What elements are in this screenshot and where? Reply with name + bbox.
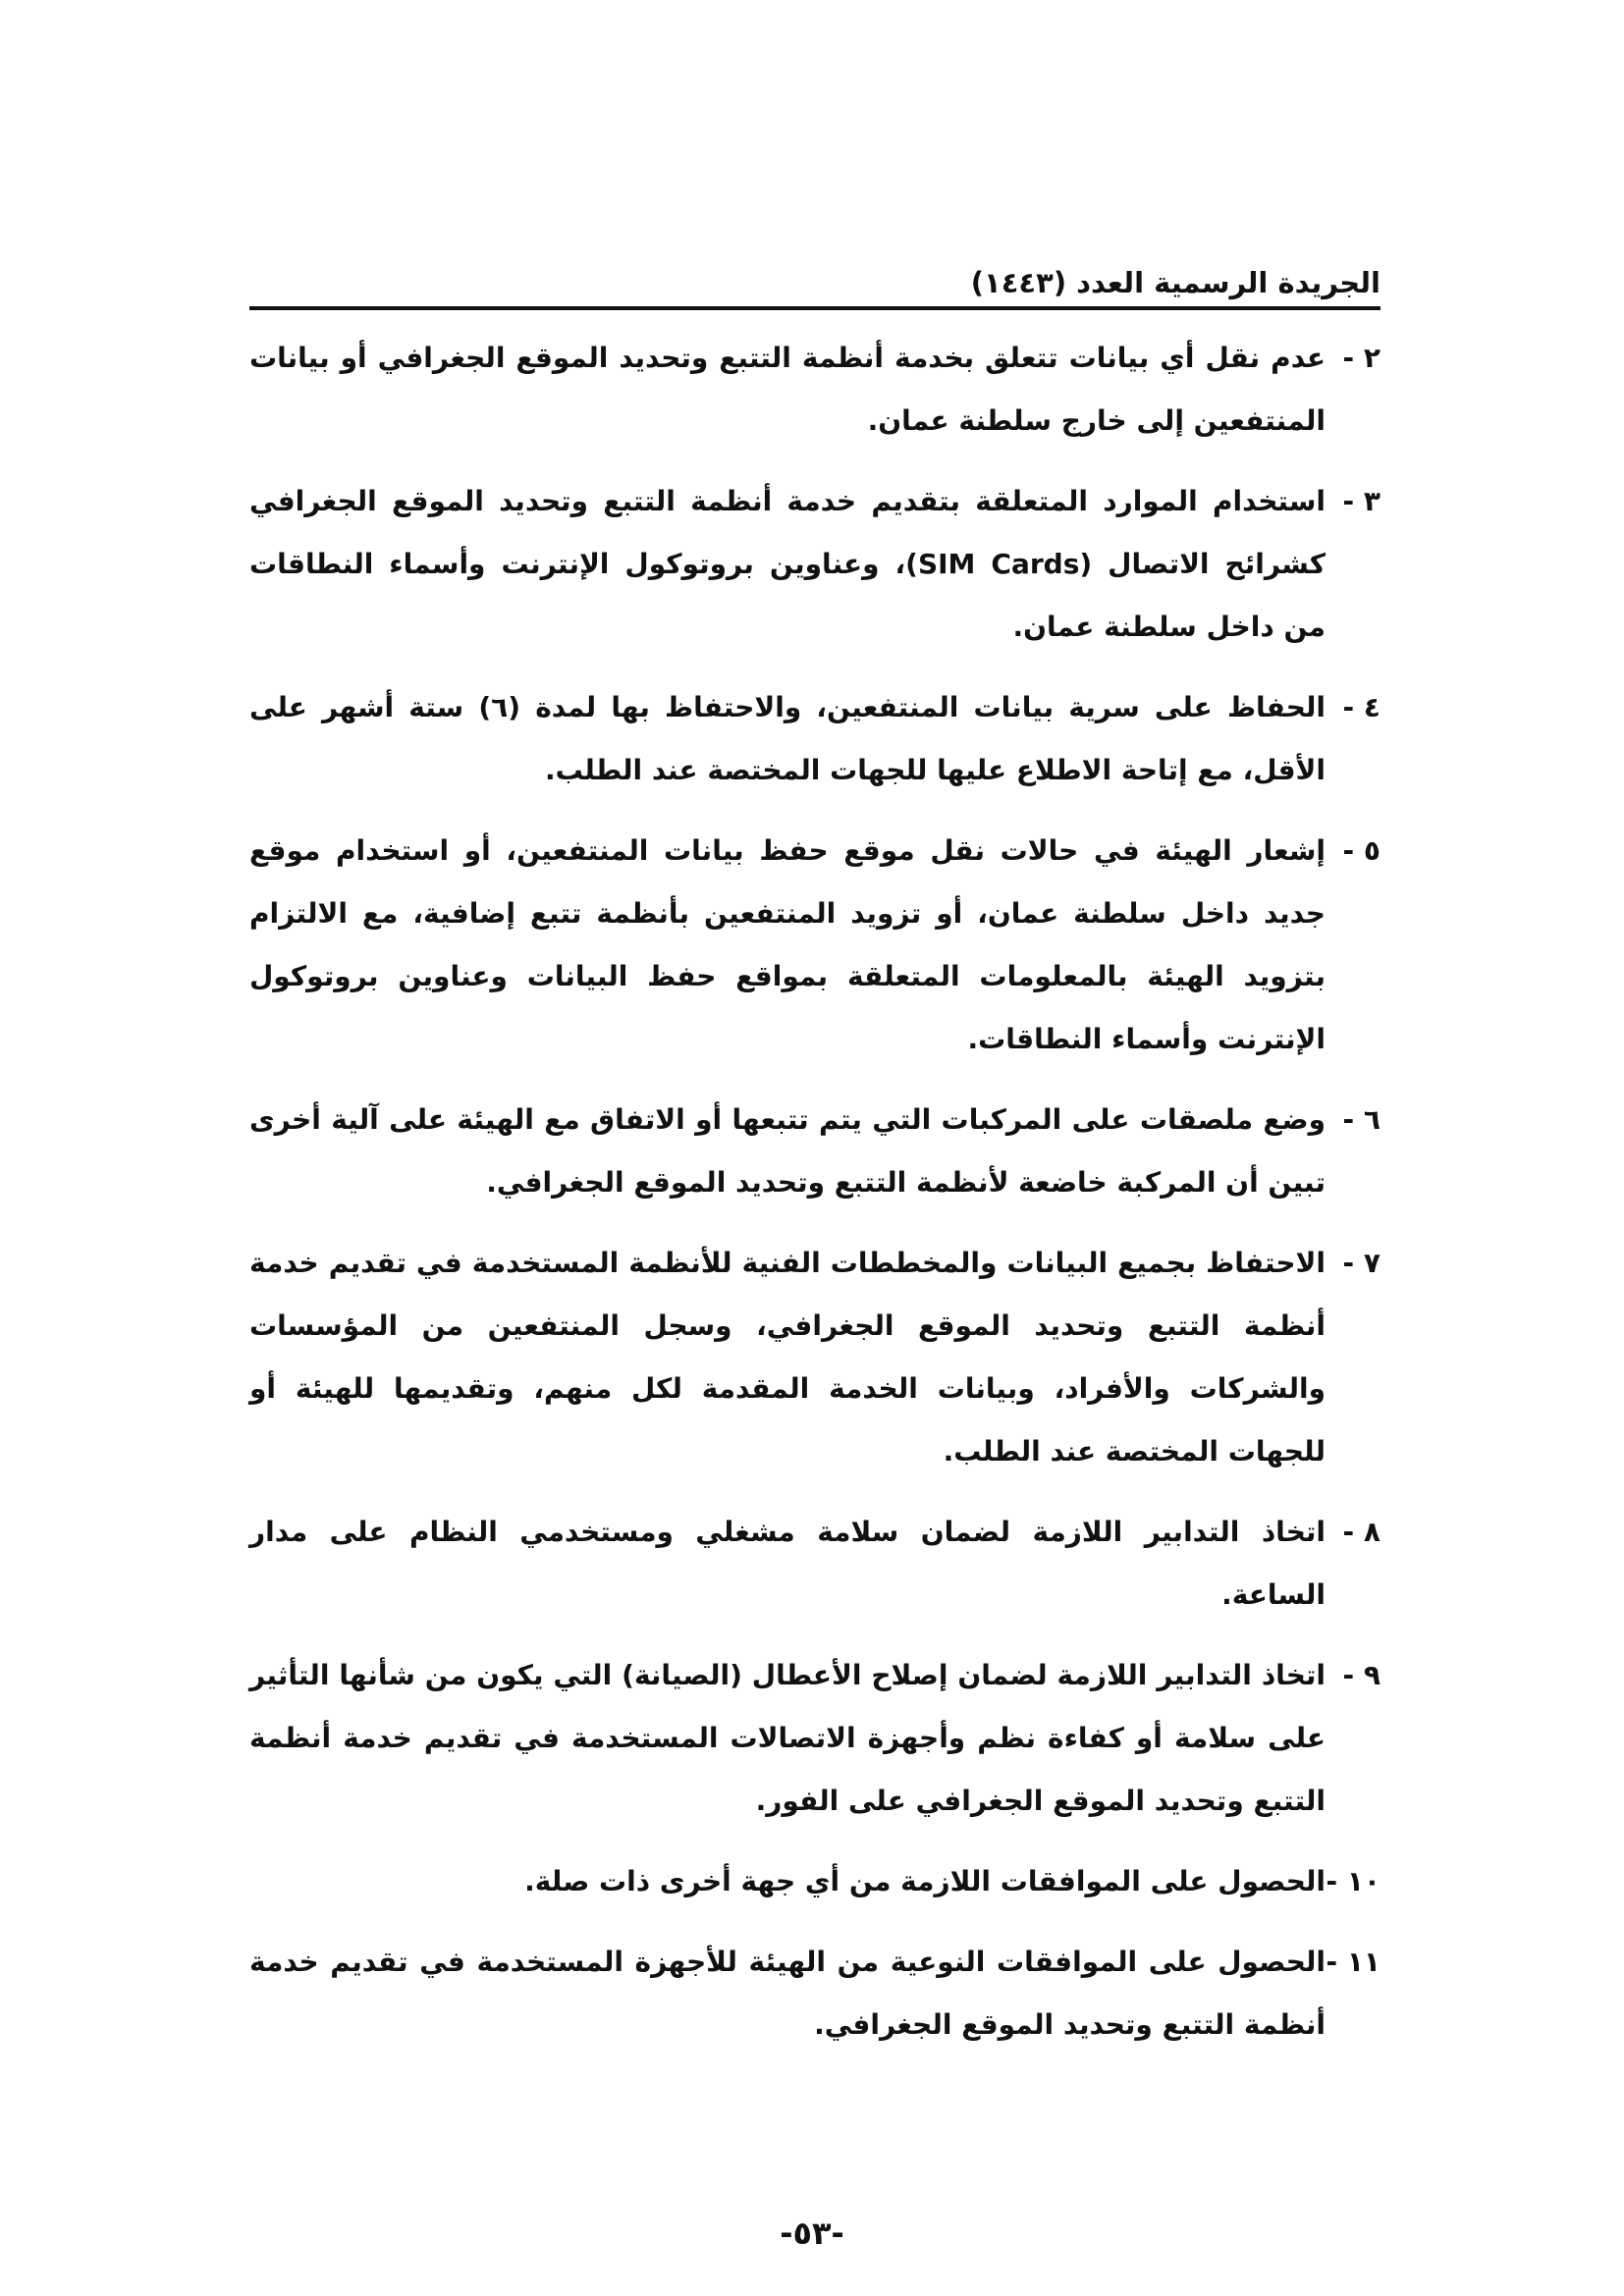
page-header [249, 257, 1380, 308]
list-item [249, 1644, 1380, 1833]
item-number: ١١ - [1326, 1946, 1380, 1978]
list-item [249, 1931, 1380, 2056]
list-item [249, 676, 1380, 802]
item-text: وضع ملصقات على المركبات التي يتم تتبعها أو الاتفاق مع الهيئة على آلية أخرى تبين أن المركبة خاضعة لأنظمة التتبع وتحديد الموقع الجغرافي. [249, 1103, 1326, 1199]
item-number: ٣ - [1342, 485, 1380, 517]
item-text: الحصول على الموافقات اللازمة من أي جهة أخرى ذات صلة. [524, 1865, 1326, 1897]
list-item [249, 1232, 1380, 1483]
item-text: اتخاذ التدابير اللازمة لضمان إصلاح الأعطال (الصيانة) التي يكون من شأنها التأثير على سلامة أو كفاءة نظم وأجهزة الاتصالات المستخدمة في تقديم خدمة أنظمة التتبع وتحديد الموقع الجغرافي على الفور. [249, 1659, 1326, 1817]
item-number: ٨ - [1342, 1516, 1380, 1548]
list-item [249, 1850, 1380, 1913]
item-text: إشعار الهيئة في حالات نقل موقع حفظ بيانات المنتفعين، أو استخدام موقع جديد داخل سلطنة عمان، أو تزويد المنتفعين بأنظمة تتبع إضافية، مع الالتزام بتزويد الهيئة بالمعلومات المتعلقة بمواقع حفظ البيانات وعناوين بروتوكول الإنترنت وأسماء النطاقات. [249, 834, 1326, 1055]
item-number: ٤ - [1342, 691, 1380, 723]
list-item [249, 470, 1380, 659]
list-item [249, 1501, 1380, 1627]
list-item [249, 327, 1380, 453]
item-number: ٥ - [1342, 834, 1380, 867]
item-number: ٢ - [1342, 342, 1380, 374]
gazette-header-title: الجريدة الرسمية العدد (١٤٤٣) [970, 266, 1380, 299]
list-item [249, 1089, 1380, 1214]
list-item [249, 820, 1380, 1071]
item-number: ٦ - [1342, 1103, 1380, 1136]
item-text: الحصول على الموافقات النوعية من الهيئة للأجهزة المستخدمة في تقديم خدمة أنظمة التتبع وتحديد الموقع الجغرافي. [249, 1946, 1326, 2041]
item-text: الحفاظ على سرية بيانات المنتفعين، والاحتفاظ بها لمدة (٦) ستة أشهر على الأقل، مع إتاحة الاطلاع عليها للجهات المختصة عند الطلب. [249, 691, 1326, 786]
item-number: ٧ - [1342, 1247, 1380, 1279]
article-list [249, 327, 1380, 2074]
page-number: -٥٣- [780, 2215, 844, 2252]
header-divider [249, 306, 1380, 310]
item-text: الاحتفاظ بجميع البيانات والمخططات الفنية للأنظمة المستخدمة في تقديم خدمة أنظمة التتبع وتحديد الموقع الجغرافي، وسجل المنتفعين من المؤسسات والشركات والأفراد، وبيانات الخدمة المقدمة لكل منهم، وتقديمها للهيئة أو للجهات المختصة عند الطلب. [249, 1247, 1326, 1468]
item-text: اتخاذ التدابير اللازمة لضمان سلامة مشغلي ومستخدمي النظام على مدار الساعة. [249, 1516, 1326, 1611]
item-number: ١٠ - [1326, 1865, 1380, 1897]
item-number: ٩ - [1342, 1659, 1380, 1691]
item-text: عدم نقل أي بيانات تتعلق بخدمة أنظمة التتبع وتحديد الموقع الجغرافي أو بيانات المنتفعين إلى خارج سلطنة عمان. [249, 342, 1326, 437]
item-text: استخدام الموارد المتعلقة بتقديم خدمة أنظمة التتبع وتحديد الموقع الجغرافي كشرائح الاتصال (SIM Cards)، وعناوين بروتوكول الإنترنت وأسماء النطاقات من داخل سلطنة عمان. [249, 485, 1326, 643]
